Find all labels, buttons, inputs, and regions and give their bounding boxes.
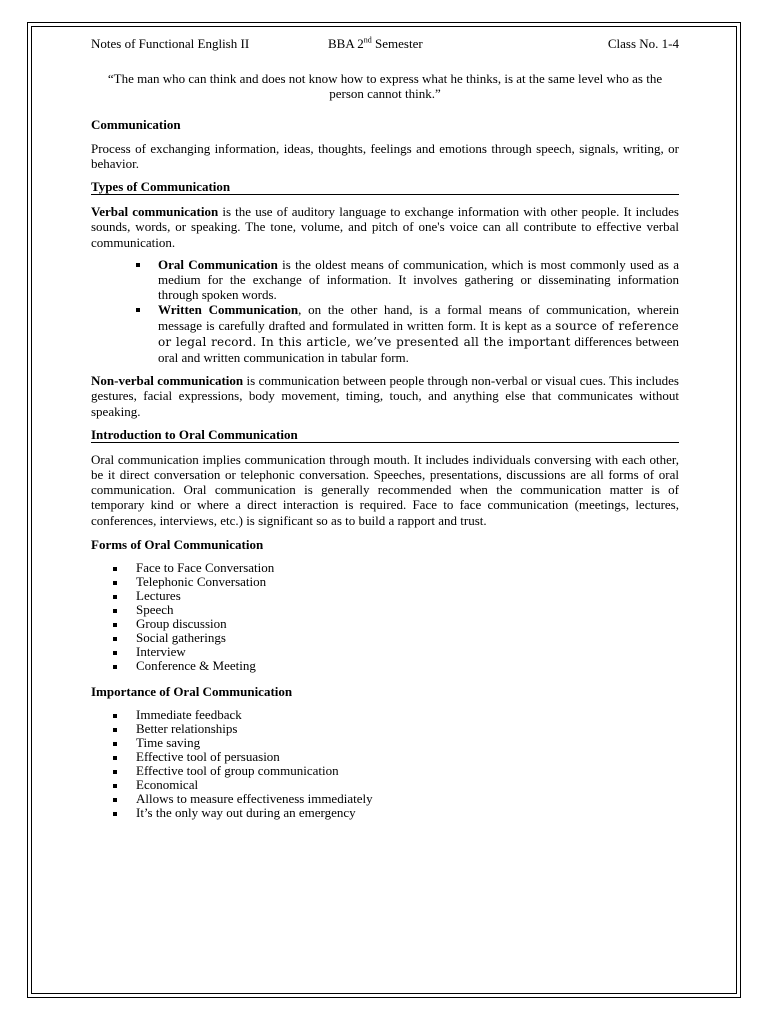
list-item: Effective tool of group communication: [113, 764, 679, 778]
list-item: Time saving: [113, 736, 679, 750]
importance-list: [113, 708, 679, 820]
section-heading-communication: Communication: [91, 116, 181, 132]
verbal-paragraph: Verbal communication is the use of auditory language to exchange information with other people. It includes sounds, words, or speaking. The tone, volume, and pitch of one's voice can all contribute to effective verbal communication.: [91, 204, 679, 250]
list-item: Interview: [113, 645, 679, 659]
epigraph-quote: “The man who can think and does not know how to express what he thinks, is at the same level who as the person cannot think.”: [107, 71, 663, 102]
list-item: Economical: [113, 778, 679, 792]
header-middle: BBA 2nd Semester: [328, 35, 423, 51]
list-item: Written Communication, on the other hand, is a formal means of communication, wherein message is carefully drafted and formulated in written form. It is kept as a source of reference or legal record. In this article, we’ve presented all the important differences between oral and written communication in tabular form.: [136, 302, 679, 365]
forms-list: [113, 561, 679, 673]
list-item: Lectures: [113, 589, 679, 603]
list-item: Conference & Meeting: [113, 659, 679, 673]
section-heading-forms: Forms of Oral Communication: [91, 536, 264, 552]
list-item: Effective tool of persuasion: [113, 750, 679, 764]
list-item: Telephonic Conversation: [113, 575, 679, 589]
section-heading-importance: Importance of Oral Communication: [91, 684, 293, 700]
header-left: Notes of Functional English II: [91, 36, 250, 51]
list-item: It’s the only way out during an emergency: [113, 806, 679, 820]
page-header: [91, 36, 679, 51]
intro-oral-paragraph: Oral communication implies communication through mouth. It includes individuals conversing with each other, be it direct conversation or telephonic conversation. Speeches, presentations, discussions are all forms of oral communication. Oral communication is generally recommended when the communication matter is of temporary kind or where a direct interaction is required. Face to face communication (meetings, lectures, conferences, interviews, etc.) is significant so as to build a rapport and trust.: [91, 451, 679, 528]
nonverbal-paragraph: Non-verbal communication is communication between people through non-verbal or visual cues. This includes gestures, facial expressions, body movement, timing, touch, and anything else that communicates without speaking.: [91, 373, 679, 419]
list-item: Speech: [113, 603, 679, 617]
communication-definition: Process of exchanging information, ideas, thoughts, feelings and emotions through speech, signals, writing, or behavior.: [91, 140, 679, 172]
list-item: Better relationships: [113, 722, 679, 736]
list-item: Oral Communication is the oldest means of communication, which is most commonly used as a medium for the exchange of information. It involves gathering or disseminating information through spoken words.: [136, 257, 679, 303]
list-item: Social gatherings: [113, 631, 679, 645]
list-item: Group discussion: [113, 617, 679, 631]
list-item: Allows to measure effectiveness immediately: [113, 792, 679, 806]
header-right: Class No. 1-4: [607, 36, 679, 51]
verbal-subtypes-list: [136, 257, 679, 365]
list-item: Immediate feedback: [113, 708, 679, 722]
list-item: Face to Face Conversation: [113, 561, 679, 575]
section-heading-types: Types of Communication: [91, 180, 679, 195]
section-heading-intro-oral: Introduction to Oral Communication: [91, 428, 679, 443]
document-body: [91, 36, 679, 831]
